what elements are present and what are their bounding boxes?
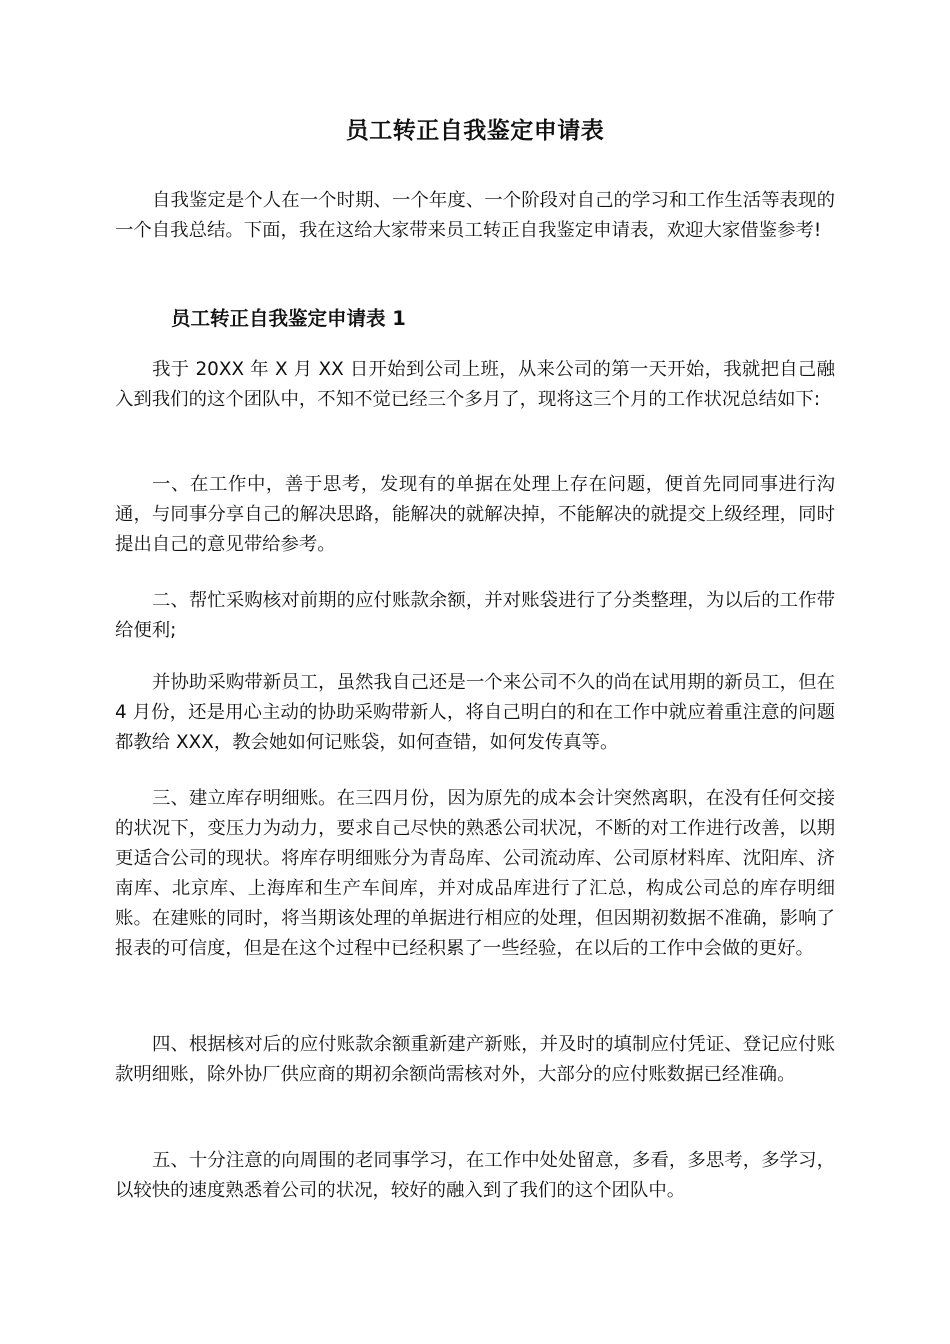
body-paragraph-2: 一、在工作中，善于思考，发现有的单据在处理上存在问题，便首先同同事进行沟通，与同事分享自己的解决思路，能解决的就解决掉，不能解决的就提交上级经理，同时提出自己的意见带给参考。 [115,474,835,555]
document-title: 员工转正自我鉴定申请表 [345,118,605,144]
section-heading: 员工转正自我鉴定申请表 1 [171,307,406,330]
body-paragraph-1: 我于 20XX 年 X 月 XX 日开始到公司上班，从来公司的第一天开始，我就把自己融入到我们的这个团队中，不知不觉已经三个多月了，现将这三个月的工作状况总结如下: [115,359,835,410]
body-paragraph-5: 三、建立库存明细账。在三四月份，因为原先的成本会计突然离职，在没有任何交接的状况下，变压力为动力，要求自己尽快的熟悉公司状况，不断的对工作进行改善，以期更适合公司的现状。将库存明细账分为青岛库、公司流动库、公司原材料库、沈阳库、济南库、北京库、上海库和生产车间库，并对成品库进行了汇总，构成公司总的库存明细账。在建账的同时，将当期该处理的单据进行相应的处理，但因期初数据不准确，影响了报表的可信度，但是在这个过程中已经积累了一些经验，在以后的工作中会做的更好。 [115,788,835,959]
body-paragraph-7: 五、十分注意的向周围的老同事学习，在工作中处处留意，多看，多思考，多学习，以较快的速度熟悉着公司的状况，较好的融入到了我们的这个团队中。 [115,1150,835,1201]
intro-paragraph: 自我鉴定是个人在一个时期、一个年度、一个阶段对自己的学习和工作生活等表现的一个自我总结。下面，我在这给大家带来员工转正自我鉴定申请表，欢迎大家借鉴参考! [115,190,835,241]
body-paragraph-3: 二、帮忙采购核对前期的应付账款余额，并对账袋进行了分类整理，为以后的工作带给便利; [115,590,835,641]
body-paragraph-6: 四、根据核对后的应付账款余额重新建产新账，并及时的填制应付凭证、登记应付账款明细账，除外协厂供应商的期初余额尚需核对外，大部分的应付账数据已经准确。 [115,1034,835,1085]
body-paragraph-4: 并协助采购带新员工，虽然我自己还是一个来公司不久的尚在试用期的新员工，但在 4 月份，还是用心主动的协助采购带新人，将自己明白的和在工作中就应着重注意的问题都教给 XXX，教会她如何记账袋，如何查错，如何发传真等。 [115,672,835,753]
